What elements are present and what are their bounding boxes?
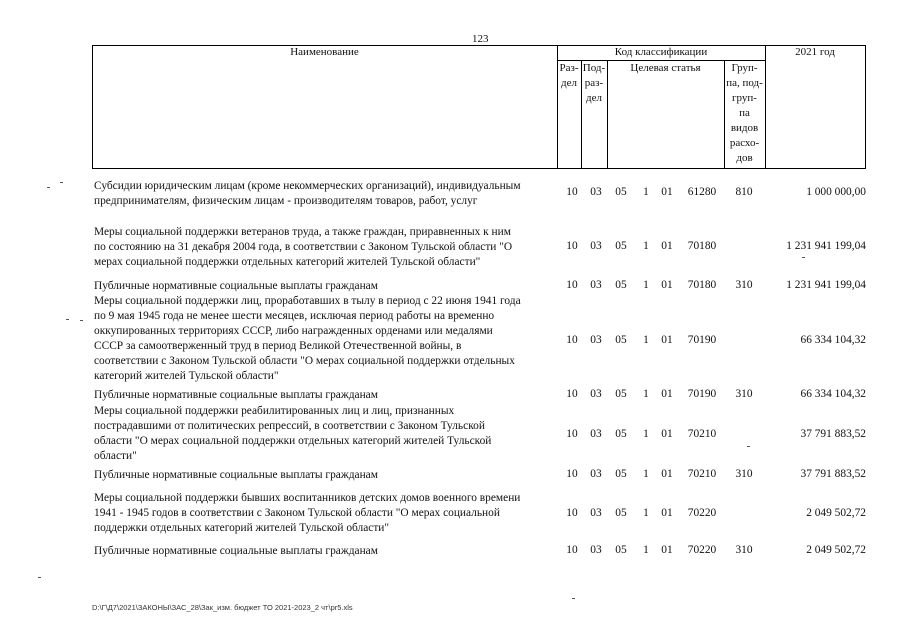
cell-target-code: 70180 [687,240,717,252]
scan-speck [80,320,83,321]
page-number: 123 [472,33,489,45]
row-name-line: 1941 - 1945 годов в соответствии с Законом Тульской области "О мерах социальной [94,507,500,519]
cell-target-type: 1 [643,334,649,346]
cell-section: 10 [566,544,578,556]
header-group-line: па, под- [726,77,763,89]
row-name-line: Публичные нормативные социальные выплаты гражданам [94,545,378,557]
cell-subsection: 03 [590,507,602,519]
header-group-line: расхо- [729,137,760,149]
header-section [557,61,581,91]
row-name-line: Меры социальной поддержки ветеранов труда, а также граждан, приравненных к ним [94,226,511,238]
cell-target-code: 70180 [687,279,717,291]
cell-target-code: 70210 [687,468,717,480]
cell-target-code: 70220 [687,507,717,519]
cell-target-code: 70190 [687,388,717,400]
cell-target-code: 70210 [687,428,717,440]
cell-amount: 1 231 941 199,04 [786,279,866,291]
header-section-line: Раз- [559,62,579,74]
header-group-line: па [739,107,750,119]
cell-target-code: 70220 [687,544,717,556]
cell-target-main-event: 01 [661,388,673,400]
header-group-line: видов [730,122,759,134]
cell-target-program: 05 [615,544,627,556]
row-name [94,388,560,403]
row-name-line: Публичные нормативные социальные выплаты гражданам [94,469,378,481]
file-path-footer: D:\Г\Д7\2021\ЗАКОНЫ\ЗАС_28\Зак_изм. бюджет ТО 2021-2023_2 чт\pr5.xls [92,603,353,612]
header-group-line: груп- [732,92,757,104]
scan-speck [66,319,69,320]
header-group [724,61,765,166]
scan-speck [572,598,575,599]
cell-section: 10 [566,279,578,291]
cell-target-code: 61280 [687,186,717,198]
row-name [94,404,560,464]
cell-amount: 66 334 104,32 [800,388,866,400]
scan-speck [47,187,50,188]
scan-speck [802,257,805,258]
row-name [94,491,560,536]
cell-amount: 2 049 502,72 [806,507,866,519]
cell-target-main-event: 01 [661,507,673,519]
cell-subsection: 03 [590,334,602,346]
cell-group: 310 [735,279,753,291]
header-group-line: Груп- [731,62,758,74]
cell-target-type: 1 [643,507,649,519]
row-name-line: категорий жителей Тульской области" [94,370,279,382]
cell-target-main-event: 01 [661,240,673,252]
cell-section: 10 [566,186,578,198]
cell-amount: 66 334 104,32 [800,334,866,346]
cell-target-program: 05 [615,279,627,291]
cell-subsection: 03 [590,544,602,556]
table-header [92,45,866,169]
cell-target-type: 1 [643,279,649,291]
row-name-line: поддержки отдельных категорий жителей Тульской области" [94,522,390,534]
row-name [94,544,560,559]
cell-section: 10 [566,428,578,440]
header-classification-code: Код классификации [614,46,708,58]
cell-section: 10 [566,468,578,480]
header-group-line: дов [736,152,753,164]
cell-target-main-event: 01 [661,186,673,198]
cell-target-main-event: 01 [661,468,673,480]
row-name-line: по 9 мая 1945 года не менее шести месяцев, исключая период работы на временно [94,310,495,322]
header-subsection [581,61,607,106]
cell-amount: 37 791 883,52 [800,468,866,480]
header-target-article: Целевая статья [630,62,701,74]
cell-target-type: 1 [643,186,649,198]
cell-section: 10 [566,507,578,519]
cell-amount: 2 049 502,72 [806,544,866,556]
cell-section: 10 [566,240,578,252]
cell-subsection: 03 [590,240,602,252]
cell-section: 10 [566,334,578,346]
cell-target-program: 05 [615,388,627,400]
cell-group: 310 [735,544,753,556]
header-section-line: дел [561,77,577,89]
row-name-line: Меры социальной поддержки реабилитированных лиц и лиц, признанных [94,405,455,417]
cell-subsection: 03 [590,468,602,480]
row-name-line: по состоянию на 31 декабря 2004 года, в соответствии с Законом Тульской области "О [94,241,513,253]
cell-amount: 37 791 883,52 [800,428,866,440]
cell-target-program: 05 [615,428,627,440]
cell-target-program: 05 [615,334,627,346]
row-name-line: Публичные нормативные социальные выплаты гражданам [94,389,378,401]
cell-target-program: 05 [615,507,627,519]
row-name-line: Меры социальной поддержки лиц, проработавших в тылу в период с 22 июня 1941 года [94,295,521,307]
row-name-line: СССР за самоотверженный труд в период Великой Отечественной войны, в [94,340,462,352]
row-name-line: области" [94,450,137,462]
cell-target-code: 70190 [687,334,717,346]
cell-group: 310 [735,468,753,480]
header-name: Наименование [290,46,359,58]
cell-target-main-event: 01 [661,544,673,556]
cell-target-type: 1 [643,544,649,556]
header-subsection-line: дел [586,92,602,104]
cell-target-program: 05 [615,240,627,252]
cell-target-main-event: 01 [661,279,673,291]
header-year: 2021 год [795,46,835,58]
row-name [94,468,560,483]
row-name-line: предпринимателям, физическим лицам - производителям товаров, работ, услуг [94,195,478,207]
row-name-line: мерах социальной поддержки отдельных категорий жителей Тульской области" [94,256,481,268]
cell-subsection: 03 [590,428,602,440]
scan-speck [38,577,41,578]
cell-subsection: 03 [590,186,602,198]
row-name-line: Публичные нормативные социальные выплаты гражданам [94,280,378,292]
scan-speck [747,446,750,447]
cell-target-type: 1 [643,388,649,400]
row-name-line: Субсидии юридическим лицам (кроме некоммерческих организаций), индивидуальным [94,180,521,192]
row-name [94,294,560,384]
cell-amount: 1 000 000,00 [806,186,866,198]
header-subsection-line: Под- [582,62,606,74]
cell-target-main-event: 01 [661,334,673,346]
row-name-line: Меры социальной поддержки бывших воспитанников детских домов военного времени [94,492,521,504]
header-subsection-line: раз- [584,77,604,89]
row-name [94,225,560,270]
cell-section: 10 [566,388,578,400]
cell-target-program: 05 [615,468,627,480]
cell-target-program: 05 [615,186,627,198]
row-name-line: оккупированных территориях СССР, либо награжденных орденами или медалями [94,325,493,337]
row-name-line: пострадавшими от политических репрессий, в соответствии с Законом Тульской [94,420,485,432]
cell-group: 310 [735,388,753,400]
cell-target-type: 1 [643,240,649,252]
cell-group: 810 [735,186,753,198]
cell-subsection: 03 [590,279,602,291]
cell-target-type: 1 [643,428,649,440]
cell-subsection: 03 [590,388,602,400]
row-name [94,179,560,209]
row-name-line: области "О мерах социальной поддержки отдельных категорий жителей Тульской [94,435,492,447]
scan-speck [60,182,63,183]
row-name-line: соответствии с Законом Тульской области "О мерах социальной поддержки отдельных [94,355,515,367]
row-name [94,279,560,294]
cell-target-type: 1 [643,468,649,480]
cell-target-main-event: 01 [661,428,673,440]
cell-amount: 1 231 941 199,04 [786,240,866,252]
